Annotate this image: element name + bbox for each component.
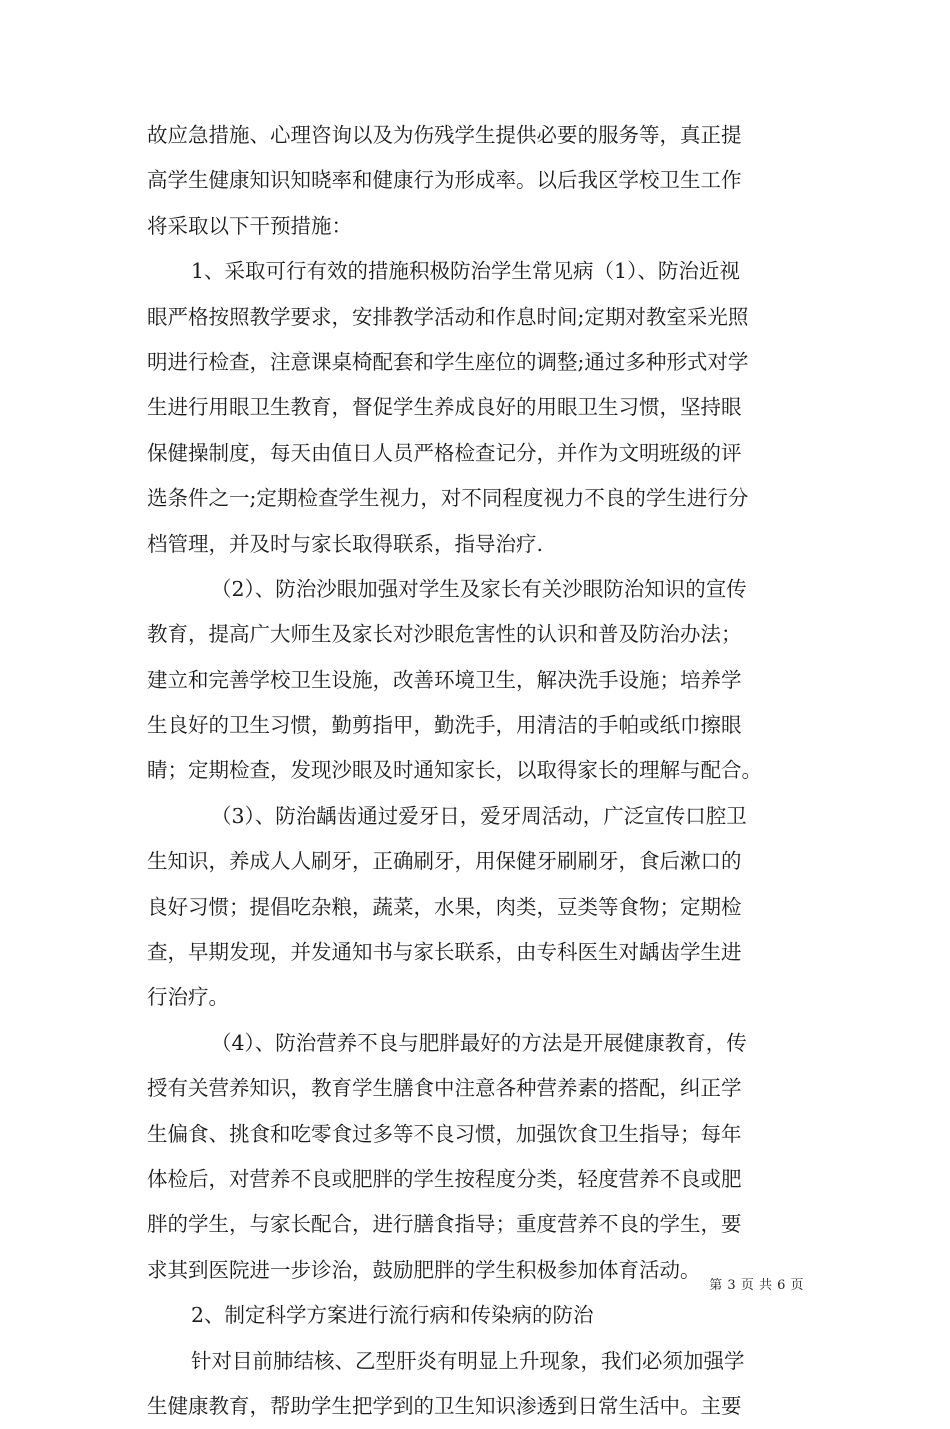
- text-line: 明进行检查，注意课桌椅配套和学生座位的调整;通过多种形式对学: [147, 349, 749, 374]
- text-line: 生健康教育，帮助学生把学到的卫生知识渗透到日常生活中。主要: [147, 1393, 742, 1418]
- text-line: 高学生健康知识知晓率和健康行为形成率。以后我区学校卫生工作: [147, 168, 742, 193]
- text-line: 良好习惯；提倡吃杂粮，蔬菜，水果，肉类，豆类等食物；定期检: [147, 894, 742, 919]
- paragraph-start: （4）、防治营养不良与肥胖最好的方法是开展健康教育，传: [211, 1030, 747, 1055]
- paragraph-start: 针对目前肺结核、乙型肝炎有明显上升现象，我们必须加强学: [191, 1348, 745, 1373]
- text-line: 建立和完善学校卫生设施，改善环境卫生，解决洗手设施；培养学: [147, 667, 742, 692]
- page-number: 第 3 页 共 6 页: [709, 1278, 804, 1293]
- paragraph-start: （3）、防治龋齿通过爱牙日，爱牙周活动，广泛宣传口腔卫: [211, 803, 747, 828]
- text-line: 选条件之一;定期检查学生视力，对不同程度视力不良的学生进行分: [147, 486, 749, 511]
- document-body: [147, 113, 810, 1429]
- text-line: 生进行用眼卫生教育，督促学生养成良好的用眼卫生习惯，坚持眼: [147, 395, 742, 420]
- text-line: 眼严格按照教学要求，安排教学活动和作息时间;定期对教室采光照: [147, 304, 749, 329]
- paragraph-start: （2）、防治沙眼加强对学生及家长有关沙眼防治知识的宣传: [211, 576, 747, 601]
- text-line: 求其到医院进一步诊治，鼓励肥胖的学生积极参加体育活动。: [147, 1257, 701, 1282]
- text-line: 睛；定期检查，发现沙眼及时通知家长，以取得家长的理解与配合。: [147, 758, 762, 783]
- text-line: 保健操制度，每天由值日人员严格检查记分，并作为文明班级的评: [147, 440, 742, 465]
- section-heading-2: 2、制定科学方案进行流行病和传染病的防治: [191, 1303, 594, 1328]
- text-line: 故应急措施、心理咨询以及为伤残学生提供必要的服务等，真正提: [147, 123, 742, 147]
- text-line: 将采取以下干预措施：: [147, 213, 352, 238]
- text-line: 授有关营养知识，教育学生膳食中注意各种营养素的搭配，纠正学: [147, 1076, 742, 1101]
- text-line: 体检后，对营养不良或肥胖的学生按程度分类，轻度营养不良或肥: [147, 1166, 742, 1191]
- text-line: 档管理，并及时与家长取得联系，指导治疗.: [147, 531, 544, 556]
- text-line: 生良好的卫生习惯，勤剪指甲，勤洗手，用清洁的手帕或纸巾擦眼: [147, 713, 742, 738]
- text-line: 胖的学生，与家长配合，进行膳食指导；重度营养不良的学生，要: [147, 1212, 742, 1237]
- text-line: 生知识，养成人人刷牙，正确刷牙，用保健牙刷刷牙，食后漱口的: [147, 849, 742, 874]
- text-line: 行治疗。: [147, 985, 229, 1010]
- text-line: 教育，提高广大师生及家长对沙眼危害性的认识和普及防治办法；: [147, 622, 742, 647]
- section-heading-1: 1、采取可行有效的措施积极防治学生常见病（1）、防治近视: [191, 259, 740, 284]
- text-line: 生偏食、挑食和吃零食过多等不良习惯，加强饮食卫生指导；每年: [147, 1121, 742, 1146]
- text-line: 查，早期发现，并发通知书与家长联系，由专科医生对龋齿学生进: [147, 940, 742, 965]
